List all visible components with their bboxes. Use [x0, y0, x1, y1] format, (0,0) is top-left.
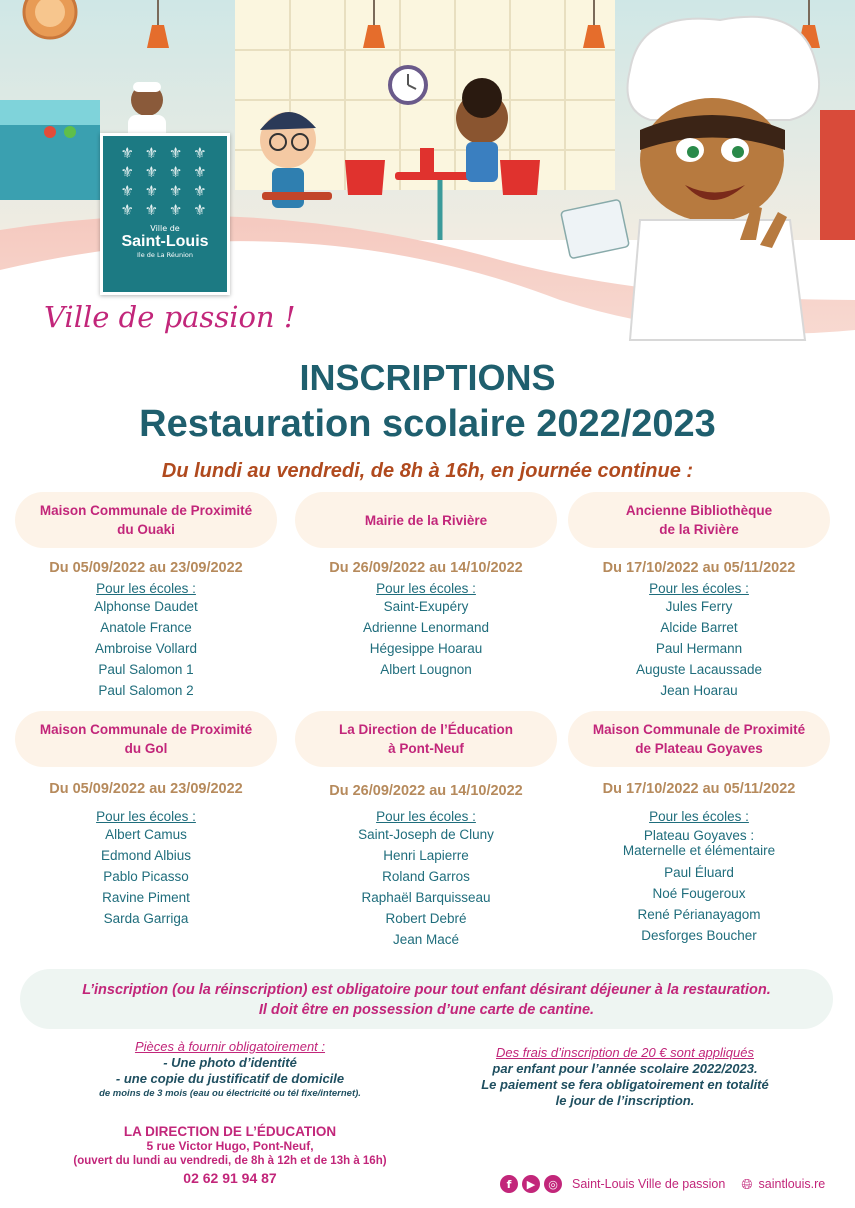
location-name: Maison Communale de Proximité du Gol	[15, 711, 277, 767]
title-inscriptions: INSCRIPTIONS	[299, 357, 556, 398]
direction-hours: (ouvert du lundi au vendredi, de 8h à 12h et de 13h à 16h)	[73, 1155, 387, 1167]
location-card	[295, 711, 557, 950]
schools-label: Pour les écoles :	[96, 581, 196, 596]
location-name: Mairie de la Rivière	[295, 492, 557, 548]
direction-title: LA DIRECTION DE L’ÉDUCATION	[123, 1124, 337, 1139]
school-name: Albert Lougnon	[380, 662, 472, 677]
logo-line-saint-louis: Saint-Louis	[121, 233, 209, 250]
school-name: Roland Garros	[382, 869, 470, 884]
school-name: Raphaël Barquisseau	[361, 890, 491, 905]
saint-louis-logo	[100, 133, 230, 295]
location-dates: Du 17/10/2022 au 05/11/2022	[602, 560, 796, 576]
subtitle-schedule: Du lundi au vendredi, de 8h à 16h, en journée continue :	[161, 460, 694, 482]
school-name: Jean Macé	[392, 932, 460, 947]
location-card	[15, 711, 277, 929]
direction-phone: 02 62 91 94 87	[183, 1170, 277, 1186]
fees-line: Des frais d’inscription de 20 € sont appliqués	[496, 1045, 754, 1060]
location-name: Ancienne Bibliothèque de la Rivière	[568, 492, 830, 548]
logo-line-reunion: Ile de La Réunion	[136, 251, 193, 259]
school-name: Adrienne Lenormand	[362, 620, 490, 635]
notice-line-2: Il doit être en possession d’une carte de cantine.	[258, 1002, 595, 1018]
school-name: Henri Lapierre	[383, 848, 469, 863]
globe-icon: 🌐︎	[741, 1175, 753, 1192]
school-name: Paul Hermann	[655, 641, 743, 656]
fees-line: par enfant pour l’année scolaire 2022/2023.	[492, 1061, 758, 1076]
fees-info	[435, 1045, 815, 1108]
location-name: La Direction de l’Éducation à Pont-Neuf	[295, 711, 557, 767]
school-name: Jean Hoarau	[660, 683, 738, 698]
schools-label: Pour les écoles :	[376, 581, 476, 596]
location-name: Maison Communale de Proximité du Ouaki	[15, 492, 277, 548]
facebook-icon[interactable]: f	[500, 1175, 518, 1193]
school-name: Pablo Picasso	[103, 869, 189, 884]
school-name: Ravine Piment	[102, 890, 190, 905]
direction-contact	[40, 1124, 420, 1186]
document-item: - Une photo d’identité	[163, 1055, 297, 1070]
notice-line-1: L’inscription (ou la réinscription) est obligatoire pour tout enfant désirant déjeuner à la restauration.	[82, 982, 771, 998]
location-name: Maison Communale de Proximité de Plateau Goyaves	[568, 711, 830, 767]
school-name: Alcide Barret	[660, 620, 738, 635]
schools-label: Pour les écoles :	[649, 581, 749, 596]
document-item-detail: de moins de 3 mois (eau ou électricité ou tél fixe/internet).	[99, 1088, 361, 1099]
school-name: Sarda Garriga	[103, 911, 189, 926]
fleur-de-lis-icon: ⚜ ⚜ ⚜ ⚜ ⚜ ⚜ ⚜ ⚜ ⚜ ⚜ ⚜ ⚜ ⚜ ⚜ ⚜ ⚜	[120, 144, 210, 219]
location-dates: Du 26/09/2022 au 14/10/2022	[329, 560, 523, 576]
school-name: Ambroise Vollard	[94, 641, 198, 656]
mandatory-notice	[20, 969, 833, 1029]
youtube-icon[interactable]: ▶	[522, 1175, 540, 1193]
fees-line: Le paiement se fera obligatoirement en totalité	[481, 1077, 769, 1092]
location-card	[568, 711, 830, 946]
school-name: Paul Salomon 2	[98, 683, 194, 698]
location-card	[15, 492, 277, 701]
document-item: - une copie du justificatif de domicile	[115, 1071, 345, 1086]
school-name: Noé Fougeroux	[652, 886, 746, 901]
logo-line-ville-de: Ville de	[150, 224, 180, 233]
location-dates: Du 05/09/2022 au 23/09/2022	[49, 781, 243, 797]
school-name: Plateau Goyaves : Maternelle et élémentaire	[622, 828, 776, 858]
school-name: Alphonse Daudet	[94, 599, 198, 614]
instagram-icon[interactable]: ◎	[544, 1175, 562, 1193]
website-link[interactable]: saintlouis.re	[758, 1177, 826, 1191]
location-card	[295, 492, 557, 680]
school-name: Auguste Lacaussade	[635, 662, 763, 677]
school-name: Saint-Joseph de Cluny	[358, 827, 494, 842]
school-name: René Périanayagom	[637, 907, 761, 922]
school-name: Hégesippe Hoarau	[369, 641, 483, 656]
school-name: Desforges Boucher	[641, 928, 757, 943]
documents-heading: Pièces à fournir obligatoirement :	[134, 1039, 326, 1054]
required-documents	[40, 1039, 420, 1099]
school-name: Albert Camus	[105, 827, 187, 842]
schools-label: Pour les écoles :	[376, 809, 476, 824]
location-card	[568, 492, 830, 701]
footer-social	[500, 1173, 825, 1195]
school-name: Paul Éluard	[664, 865, 734, 880]
school-name: Robert Debré	[385, 911, 467, 926]
location-dates: Du 05/09/2022 au 23/09/2022	[49, 560, 243, 576]
school-name: Paul Salomon 1	[98, 662, 194, 677]
slogan-ville-de-passion: Ville de passion !	[44, 300, 296, 334]
location-dates: Du 26/09/2022 au 14/10/2022	[329, 783, 523, 799]
title-restauration: Restauration scolaire 2022/2023	[139, 403, 716, 445]
school-name: Anatole France	[100, 620, 192, 635]
school-name: Edmond Albius	[100, 848, 192, 863]
school-name: Saint-Exupéry	[383, 599, 469, 614]
header-illustration	[0, 0, 855, 355]
fees-line: le jour de l’inscription.	[555, 1093, 695, 1108]
location-dates: Du 17/10/2022 au 05/11/2022	[602, 781, 796, 797]
school-name: Jules Ferry	[665, 599, 733, 614]
social-handle[interactable]: Saint-Louis Ville de passion	[572, 1177, 726, 1191]
schools-label: Pour les écoles :	[649, 809, 749, 824]
direction-address: 5 rue Victor Hugo, Pont-Neuf,	[146, 1139, 314, 1153]
schools-label: Pour les écoles :	[96, 809, 196, 824]
